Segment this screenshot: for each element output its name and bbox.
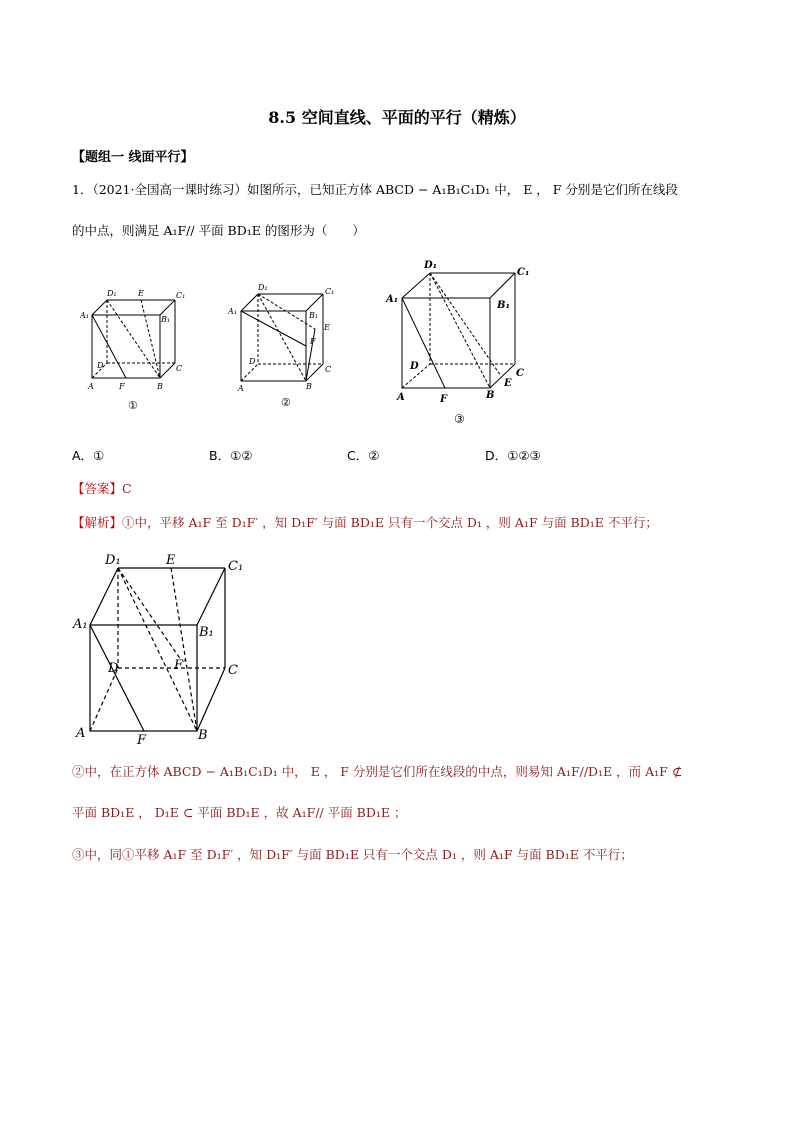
answer-label: 【答案】 xyxy=(72,481,123,496)
fig3-label-d1: D₁ xyxy=(424,260,438,271)
fig1-label-c: C xyxy=(176,364,183,373)
fig1-label-e: E xyxy=(138,289,144,298)
sol-label-f: F xyxy=(137,733,147,748)
answer-line xyxy=(72,479,132,497)
option-d[interactable]: D．①②③ xyxy=(485,448,541,463)
question-line-2: 的中点，则满足 A₁F// 平面 BD₁E 的图形为（ ） xyxy=(72,223,365,238)
fig2-label-a1: A₁ xyxy=(228,307,237,316)
fig1-label-b: B xyxy=(157,382,163,391)
fig3-label-c: C xyxy=(516,368,524,379)
fig3-label-b: B xyxy=(486,390,495,401)
fig3-label-f: F xyxy=(440,394,448,405)
option-c[interactable]: C．② xyxy=(347,448,380,463)
figure-1 xyxy=(80,282,200,417)
fig2-label-e: E xyxy=(324,323,330,332)
sol-label-a1: A₁ xyxy=(73,617,88,632)
analysis-line-1 xyxy=(72,513,658,531)
sol-label-c1: C₁ xyxy=(228,559,244,574)
fig3-number: ③ xyxy=(454,412,465,426)
analysis-text-3: 平面 BD₁E ， D₁E ⊂ 平面 BD₁E ，故 A₁F// 平面 BD₁E ； xyxy=(72,805,407,820)
fig2-label-d: D xyxy=(249,357,256,366)
fig3-label-c1: C₁ xyxy=(517,267,530,278)
sol-label-d1: D₁ xyxy=(105,553,121,568)
fig1-label-f: F xyxy=(119,382,125,391)
group-heading: 【题组一 线面平行】 xyxy=(72,150,194,165)
fig3-label-a1: A₁ xyxy=(386,294,399,305)
fig2-label-b: B xyxy=(306,382,312,391)
analysis-text-4: ③中，同①平移 A₁F 至 D₁F′ ，知 D₁F′ 与面 BD₁E 只有一个交点 D₁ ，则 A₁F 与面 BD₁E 不平行； xyxy=(72,847,633,862)
fig2-label-c1: C₁ xyxy=(325,287,335,296)
figure-2 xyxy=(226,278,351,413)
fig2-label-f: F xyxy=(310,337,316,346)
solution-figure xyxy=(70,548,260,748)
sol-label-b: B xyxy=(198,728,208,743)
option-b[interactable]: B．①② xyxy=(209,448,253,463)
fig3-label-d: D xyxy=(410,361,419,372)
fig2-label-b1: B₁ xyxy=(309,311,319,320)
sol-label-e: E xyxy=(166,553,176,568)
sol-label-b1: B₁ xyxy=(199,625,214,640)
fig1-label-d1: D₁ xyxy=(107,289,117,298)
fig1-label-b1: B₁ xyxy=(161,315,171,324)
fig1-label-c1: C₁ xyxy=(176,291,186,300)
fig3-label-e: E xyxy=(504,378,512,389)
fig1-number: ① xyxy=(128,399,138,412)
analysis-text-1: ①中，平移 A₁F 至 D₁F′ ，知 D₁F′ 与面 BD₁E 只有一个交点 D₁ ，则 A₁F 与面 BD₁E 不平行； xyxy=(122,515,658,530)
fig2-label-c: C xyxy=(325,365,332,374)
fig1-label-a: A xyxy=(88,382,94,391)
fig2-label-a: A xyxy=(238,384,244,393)
analysis-text-2: ②中，在正方体 ABCD − A₁B₁C₁D₁ 中， E ， F 分别是它们所在线段的中点，则易知 A₁F//D₁E ，而 A₁F ⊄ xyxy=(72,764,683,779)
fig2-label-d1: D₁ xyxy=(258,283,268,292)
figure-3 xyxy=(380,255,540,430)
sol-label-d: D xyxy=(108,661,119,676)
page-title: 8.5 空间直线、平面的平行（精炼） xyxy=(268,108,526,127)
answer-value: C xyxy=(122,481,132,496)
sol-label-a: A xyxy=(76,726,86,741)
sol-label-c: C xyxy=(228,663,238,678)
analysis-label: 【解析】 xyxy=(72,515,123,530)
fig2-number: ② xyxy=(281,396,291,409)
fig1-label-a1: A₁ xyxy=(80,311,89,320)
option-a[interactable]: A．① xyxy=(72,448,105,463)
question-line-1: 1．（2021·全国高一课时练习）如图所示，已知正方体 ABCD − A₁B₁C₁D₁ 中， E ， F 分别是它们所在线段 xyxy=(72,182,678,197)
fig3-label-a: A xyxy=(397,392,405,403)
fig3-label-b1: B₁ xyxy=(497,300,510,311)
sol-label-fprime: F′ xyxy=(174,658,186,673)
fig1-label-d: D xyxy=(97,361,104,370)
